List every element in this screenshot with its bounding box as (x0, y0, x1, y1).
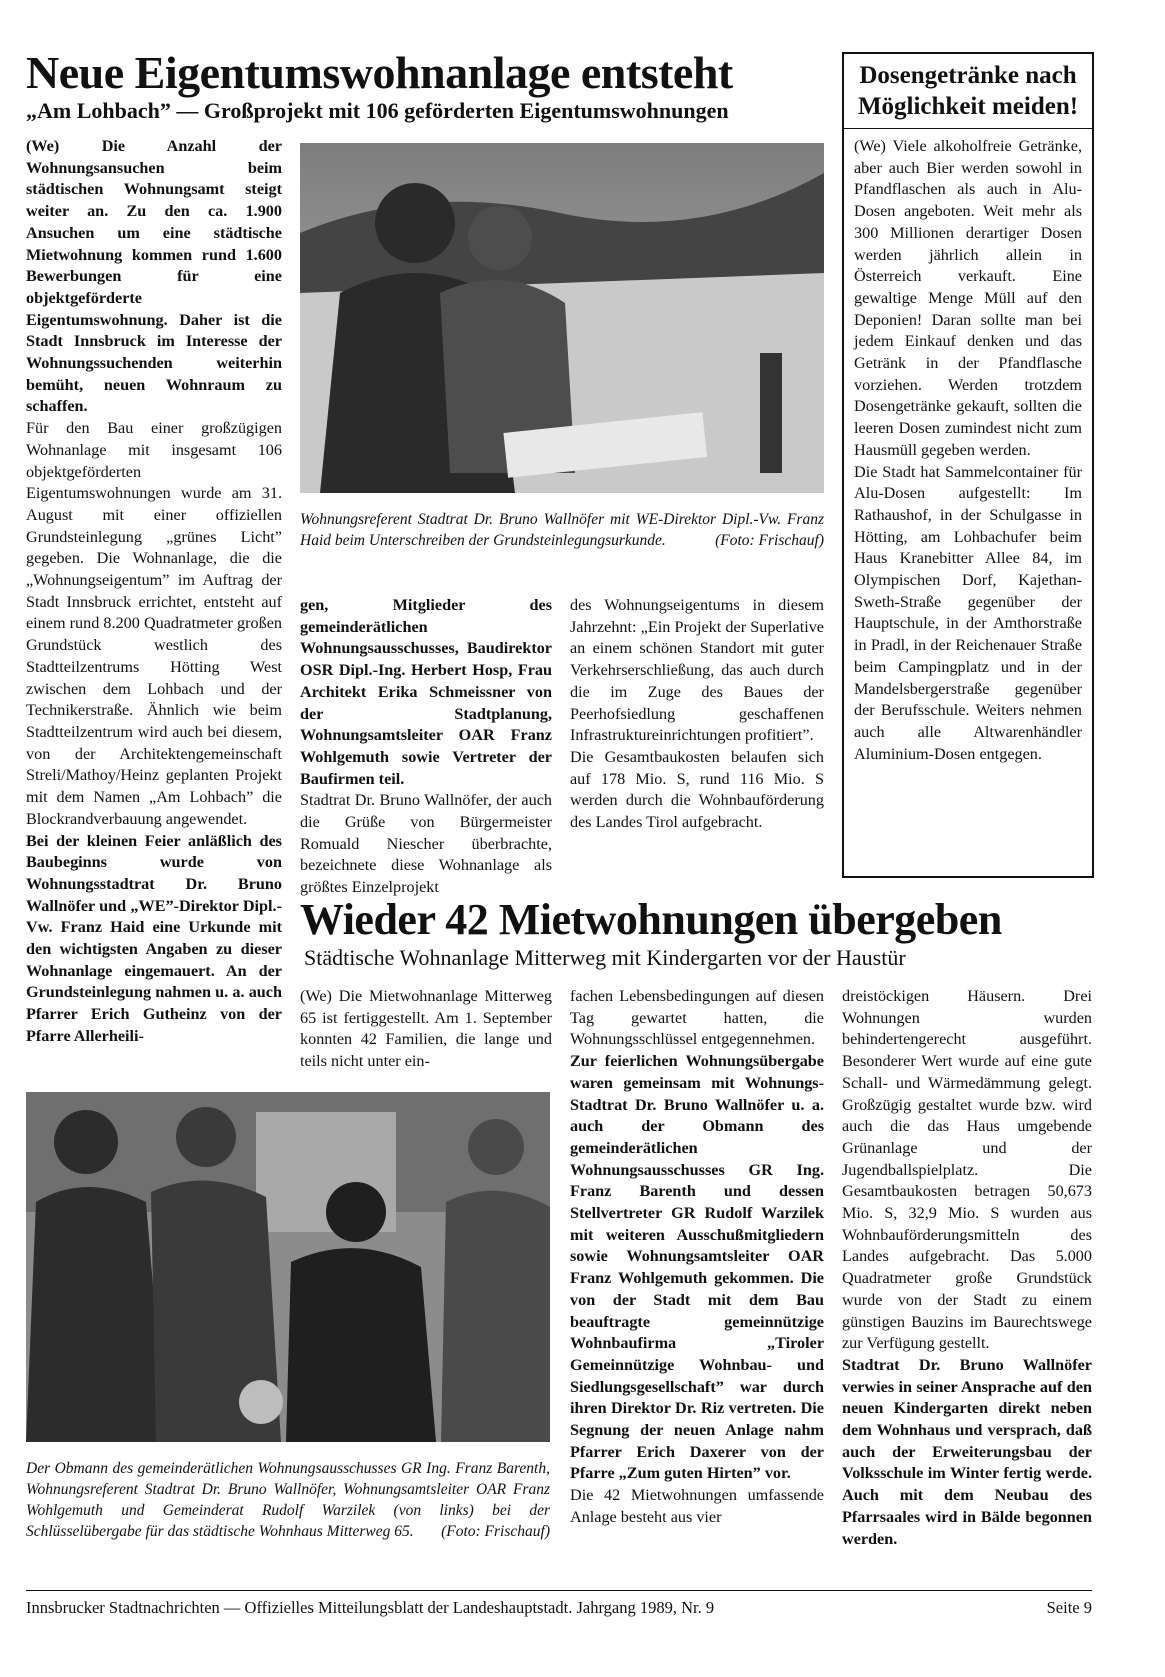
article2-body-3: Die 42 Mietwohnungen umfassende Anlage besteht aus vier (570, 1486, 824, 1526)
article1-subheadline: „Am Lohbach” — Großprojekt mit 106 geförderten Eigentumswohnungen (26, 98, 729, 123)
article2-body-4: dreistöckigen Häusern. Drei Wohnungen wurden behindertengerecht ausgeführt. Besonderer Wert wurde auf eine gute Schall- und Wärmedämmung gelegt. Großzügig gestaltet wurde bzw. wird auch die das Haus umgebende Grünanlage und der Jugendballspielplatz. Die Gesamtbaukosten betragen 50,673 Mio. S, 32,9 Mio. S wurden aus Wohnbauförderungsmitteln des Landes aufgebracht. Das 5.000 Quadratmeter große Grundstück wurde von der Stadt zu einem günstigen Bauzins im Baurechtswege zur Verfügung gestellt. (842, 987, 1092, 1353)
article1-column-1 (26, 136, 282, 1048)
article2-body-1: (We) Die Mietwohnanlage Mitterweg 65 ist fertiggestellt. Am 1. September konnten 42 Familien, die lange und teils nicht unter ein- (300, 987, 552, 1071)
article1-column-2 (300, 595, 552, 899)
sidebar-divider (844, 128, 1092, 129)
article1-body-bold-1: Bei der kleinen Feier anläßlich des Baubeginns wurde von Wohnungsstadtrat Dr. Bruno Wallnöfer und „WE”-Direktor Dipl.-Vw. Franz Haid eine Urkunde mit den wichtigsten Angaben zu dieser Wohnanlage eingemauert. An der Grundsteinlegung nahmen u. a. auch Pfarrer Erich Gutheinz von der Pfarre Allerheili- (26, 831, 282, 1045)
article1-body-bold-2: gen, Mitglieder des gemeinderätlichen Wohnungsausschusses, Baudirektor OSR Dipl.-Ing. Herbert Hosp, Frau Architekt Erika Schmeissner von der Stadtplanung, Wohnungsamtsleiter OAR Franz Wohlgemuth sowie Vertreter der Baufirmen teil. (300, 596, 552, 788)
article2-photo-credit: (Foto: Frischauf) (441, 1523, 550, 1540)
sidebar-headline: Dosengetränke nach Möglichkeit meiden! (857, 62, 1079, 120)
article1-body-4: Die Gesamtbaukosten belaufen sich auf 178 Mio. S, rund 116 Mio. S werden durch die Wohnbauförderung des Landes Tirol aufgebracht. (570, 747, 824, 832)
footer-publication: Innsbrucker Stadtnachrichten — Offizielles Mitteilungsblatt der Landeshauptstadt. Jahrgang 1989, Nr. 9 (26, 1598, 715, 1617)
article1-lead: (We) Die Anzahl der Wohnungsansuchen beim städtischen Wohnungsamt steigt weiter an. Zu den ca. 1.900 Ansuchen um eine städtische Mietwohnung kommen rund 1.600 Bewerbungen für eine objektgeförderte Eigentumswohnung. Daher ist die Stadt Innsbruck im Interesse der Wohnungssuchenden weiterhin bemüht, neuen Wohnraum zu schaffen. (26, 137, 282, 416)
footer-rule (26, 1590, 1092, 1591)
article1-body-3: des Wohnungseigentums in diesem Jahrzehnt: „Ein Projekt der Superlative an einem schönen Standort mit guter Verkehrserschließung, das auch durch die im Zuge des Baues der Peerhofsiedlung geschaffenen Infrastruktureinrichtungen profitiert”. (570, 596, 824, 745)
article2-column-1 (300, 986, 552, 1073)
article2-column-2 (570, 986, 824, 1529)
article1-body-1: Für den Bau einer großzügigen Wohnanlage mit insgesamt 106 objektgeförderten Eigentumswohnungen wurde am 31. August mit einer offiziellen Grundsteinlegung „grünes Licht” gegeben. Die Wohnanlage, die die „Wohnungseigentum” im Auftrag der Stadt Innsbruck errichtet, entsteht auf einem rund 8.200 Quadratmeter großen Grundstück westlich des Stadtteilzentrums Hötting West zwischen dem Lohbach und der Technikerstraße. Ähnlich wie beim Stadtteilzentrum wird auch bei diesem, von der Architektengemeinschaft Streli/Mathoy/Heinz geplanten Projekt mit dem Namen „Am Lohbach” die Blockrandverbauung angewendet. (26, 419, 282, 828)
article1-photo-caption (300, 509, 824, 551)
sidebar-paragraph-2: Die Stadt hat Sammelcontainer für Alu-Dosen aufgestellt: Im Rathaushof, in der Schulgasse in Hötting, am Lohbachufer beim Haus Kranebitter Allee 84, im Olympischen Dorf, Kajethan-Sweth-Straße gegenüber der Hauptschule, in der Amthorstraße in Pradl, in der Reichenauer Straße beim Campingplatz und in der Mandelsbergerstraße gegenüber der Berufsschule. Weiters nehmen auch alle Altwarenhändler Aluminium-Dosen entgegen. (854, 462, 1082, 763)
article1-photo (300, 143, 824, 493)
groundbreaking-photo-illustration (300, 143, 824, 493)
article2-body-2: fachen Lebensbedingungen auf diesen Tag gewartet hatten, die Wohnungsschlüssel entgegennehmen. (570, 987, 824, 1049)
article1-photo-credit: (Foto: Frischauf) (715, 532, 824, 549)
article1-body-2: Stadtrat Dr. Bruno Wallnöfer, der auch die Grüße von Bürgermeister Romuald Niescher überbrachte, bezeichnete diese Wohnanlage als größtes Einzelprojekt (300, 791, 552, 897)
article2-column-3 (842, 986, 1092, 1550)
key-handover-photo-illustration (26, 1092, 550, 1442)
article1-headline: Neue Eigentumswohnanlage entsteht (26, 47, 733, 98)
article2-photo-caption (26, 1458, 550, 1542)
sidebar-paragraph-1: (We) Viele alkoholfreie Getränke, aber auch Bier werden sowohl in Pfandflaschen als auch in Alu-Dosen angeboten. Weit mehr als 300 Millionen derartiger Dosen werden jährlich allein in Österreich verkauft. Eine gewaltige Menge Müll auf den Deponien! Daran sollte man bei jedem Einkauf denken und das Getränk in der Pfandflasche vorziehen. Werden trotzdem Dosengetränke gekauft, sollten die leeren Dosen zumindest nicht zum Hausmüll gegeben werden. (854, 137, 1082, 459)
sidebar-body (854, 136, 1082, 765)
article2-headline: Wieder 42 Mietwohnungen übergeben (300, 895, 1002, 944)
article2-caption-text: Der Obmann des gemeinderätlichen Wohnungsausschusses GR Ing. Franz Barenth, Wohnungsreferent Stadtrat Dr. Bruno Wallnöfer, Wohnungsamtsleiter OAR Franz Wohlgemuth und Gemeinderat Rudolf Warzilek (von links) bei der Schlüsselübergabe für das städtische Wohnhaus Mitterweg 65. (26, 1460, 550, 1540)
footer-page-number: Seite 9 (1046, 1598, 1092, 1617)
article1-caption-text: Wohnungsreferent Stadtrat Dr. Bruno Wallnöfer mit WE-Direktor Dipl.-Vw. Franz Haid beim Unterschreiben der Grundsteinlegungsurkunde. (300, 511, 824, 549)
article1-column-3 (570, 595, 824, 834)
article2-body-bold-2: Stadtrat Dr. Bruno Wallnöfer verwies in seiner Ansprache auf den neuen Kindergarten direkt neben dem Wohnhaus und versprach, daß auch der Erweiterungsbau der Volksschule im Winter fertig werde. Auch mit dem Neubau des Pfarrsaales wird in Bälde begonnen werden. (842, 1355, 1092, 1548)
article2-body-bold-1: Zur feierlichen Wohnungsübergabe waren gemeinsam mit Wohnungs-Stadtrat Dr. Bruno Wallnöfer u. a. auch der Obmann des gemeinderätlichen Wohnungsausschusses GR Ing. Franz Barenth und dessen Stellvertreter GR Rudolf Warzilek mit weiteren Ausschußmitgliedern sowie Wohnungsamtsleiter OAR Franz Wohlgemuth gekommen. Die von der Stadt mit dem Bau beauftragte gemeinnützige Wohnbaufirma „Tiroler Gemeinnützige Wohnbau- und Siedlungsgesellschaft” war durch ihren Direktor Dr. Riz vertreten. Die Segnung der neuen Anlage nahm Pfarrer Erich Daxerer von der Pfarre „Zum guten Hirten” vor. (570, 1052, 824, 1483)
article2-subheadline: Städtische Wohnanlage Mitterweg mit Kindergarten vor der Haustür (304, 945, 906, 970)
article2-photo (26, 1092, 550, 1442)
